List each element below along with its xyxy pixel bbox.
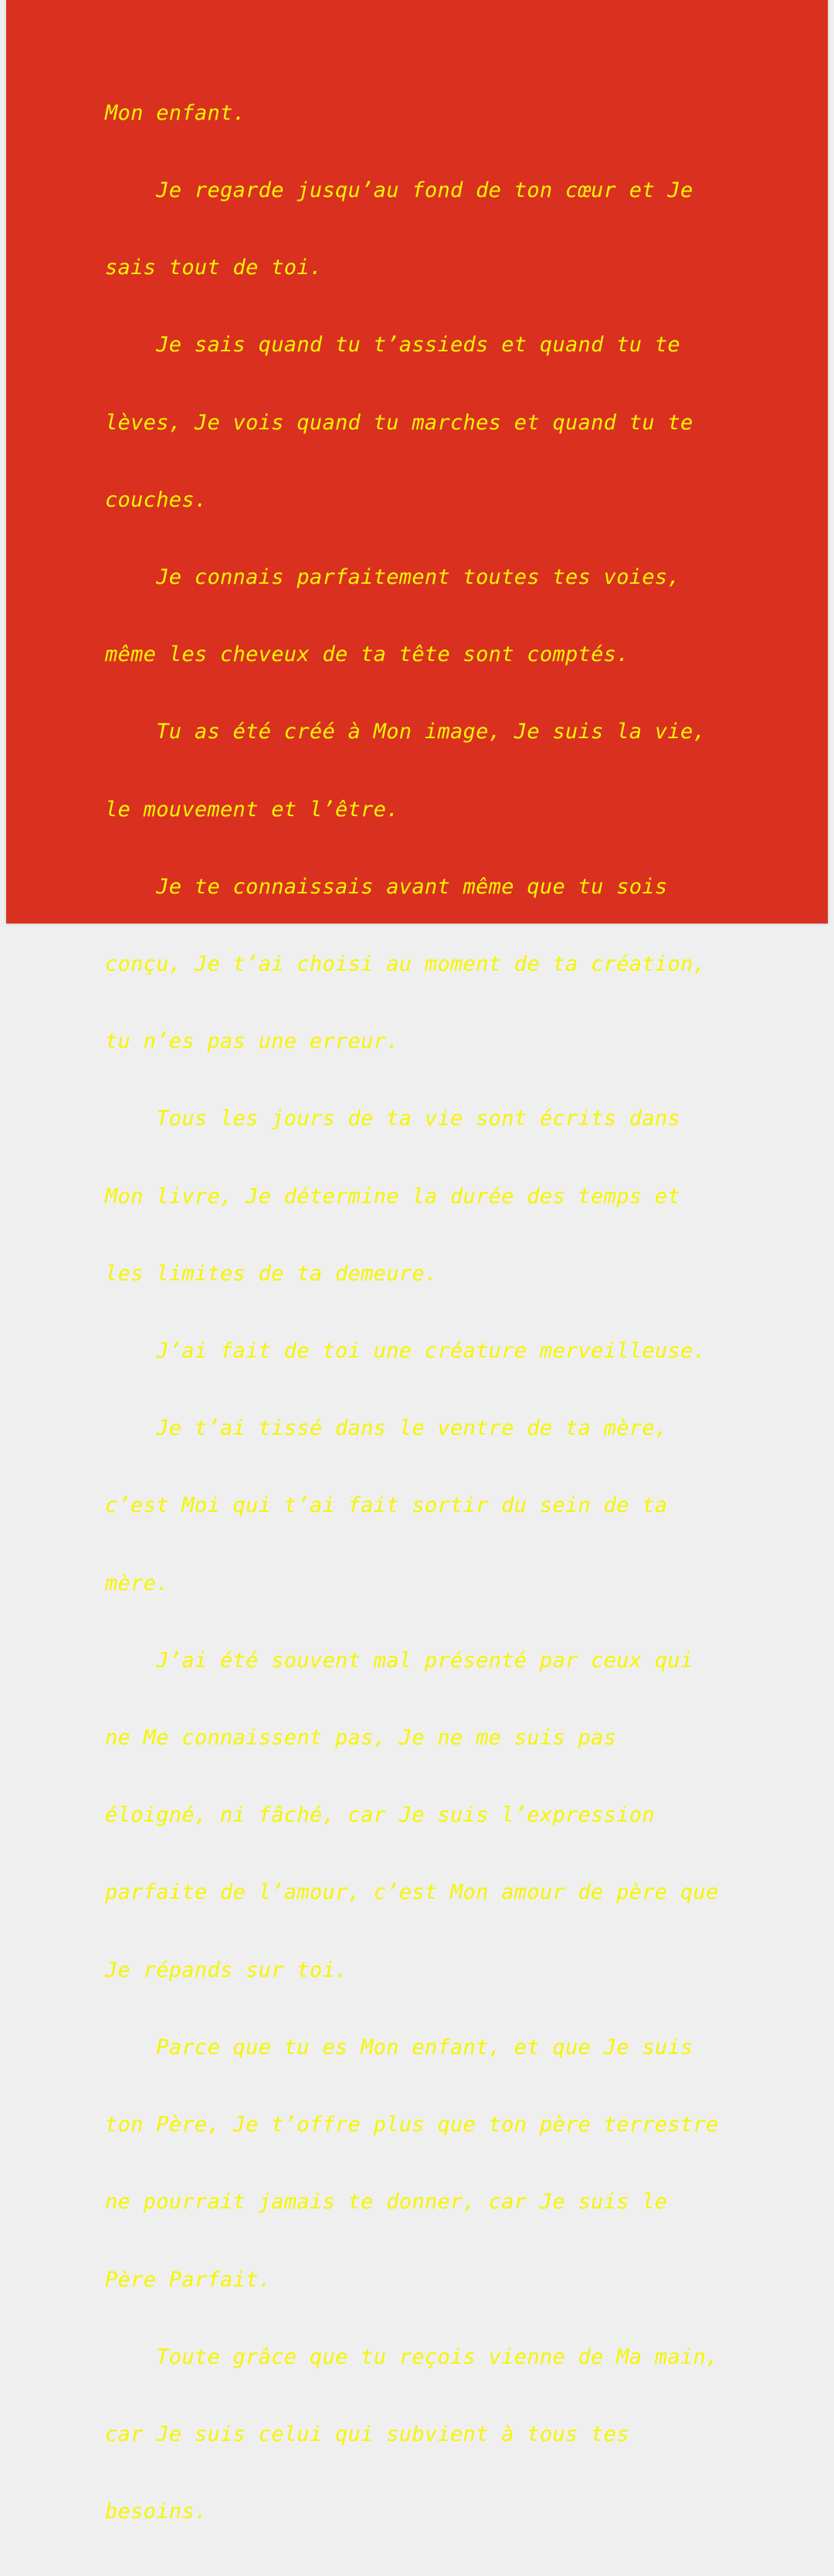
text-line: J’ai été souvent mal présenté par ceux qui — [105, 1648, 693, 1673]
text-line: parfaite de l’amour, c’est Mon amour de père que — [105, 1880, 719, 1905]
text-line: ne Me connaissent pas, Je ne me suis pas — [105, 1726, 617, 1751]
document-page — [6, 0, 828, 2524]
text-line: conçu, Je t’ai choisi au moment de ta création, — [105, 952, 707, 977]
text-line: mère. — [105, 1571, 169, 1595]
text-line: ne pourrait jamais te donner, car Je suis le — [105, 2190, 668, 2215]
text-line: Père Parfait. — [105, 2267, 272, 2292]
text-line: tu n’es pas une erreur. — [105, 1029, 399, 1054]
text-line: Je connais parfaitement toutes tes voies, — [105, 565, 680, 590]
text-line: Je répands sur toi. — [105, 1957, 348, 1982]
text-line: Je regarde jusqu’au fond de ton cœur et Je — [105, 178, 693, 203]
text-line: Mon livre, Je détermine la durée des temps et — [105, 1184, 680, 1208]
text-line: sais tout de toi. — [105, 256, 323, 280]
text-line: les limites de ta demeure. — [105, 1261, 438, 1286]
text-line: Je t’ai tissé dans le ventre de ta mère, — [105, 1416, 668, 1441]
text-line: car Je suis celui qui subvient à tous tes — [105, 2422, 629, 2446]
text-line: Parce que tu es Mon enfant, et que Je suis — [105, 2035, 693, 2059]
text-line: éloigné, ni fâché, car Je suis l’expression — [105, 1803, 655, 1828]
text-line: c’est Moi qui t’ai fait sortir du sein de ta — [105, 1493, 668, 1518]
text-line: J’ai fait de toi une créature merveilleuse. — [105, 1339, 707, 1364]
text-line: Tu as été créé à Mon image, Je suis la vie, — [105, 720, 707, 744]
text-line: Je sais quand tu t’assieds et quand tu te — [105, 333, 680, 358]
text-line: ton Père, Je t’offre plus que ton père terrestre — [105, 2113, 719, 2137]
text-line: lèves, Je vois quand tu marches et quand tu te — [105, 410, 693, 435]
text-line: besoins. — [105, 2500, 208, 2524]
text-line: le mouvement et l’être. — [105, 797, 399, 822]
text-line: Je te connaissais avant même que tu sois — [105, 874, 668, 899]
text-line: Tous les jours de ta vie sont écrits dans — [105, 1107, 680, 1131]
letter-text — [105, 49, 785, 2576]
text-line: Mon enfant. — [105, 100, 246, 125]
text-line: couches. — [105, 487, 208, 512]
text-line: Toute grâce que tu reçois vienne de Ma main, — [105, 2344, 719, 2369]
text-line: même les cheveux de ta tête sont comptés. — [105, 642, 629, 667]
